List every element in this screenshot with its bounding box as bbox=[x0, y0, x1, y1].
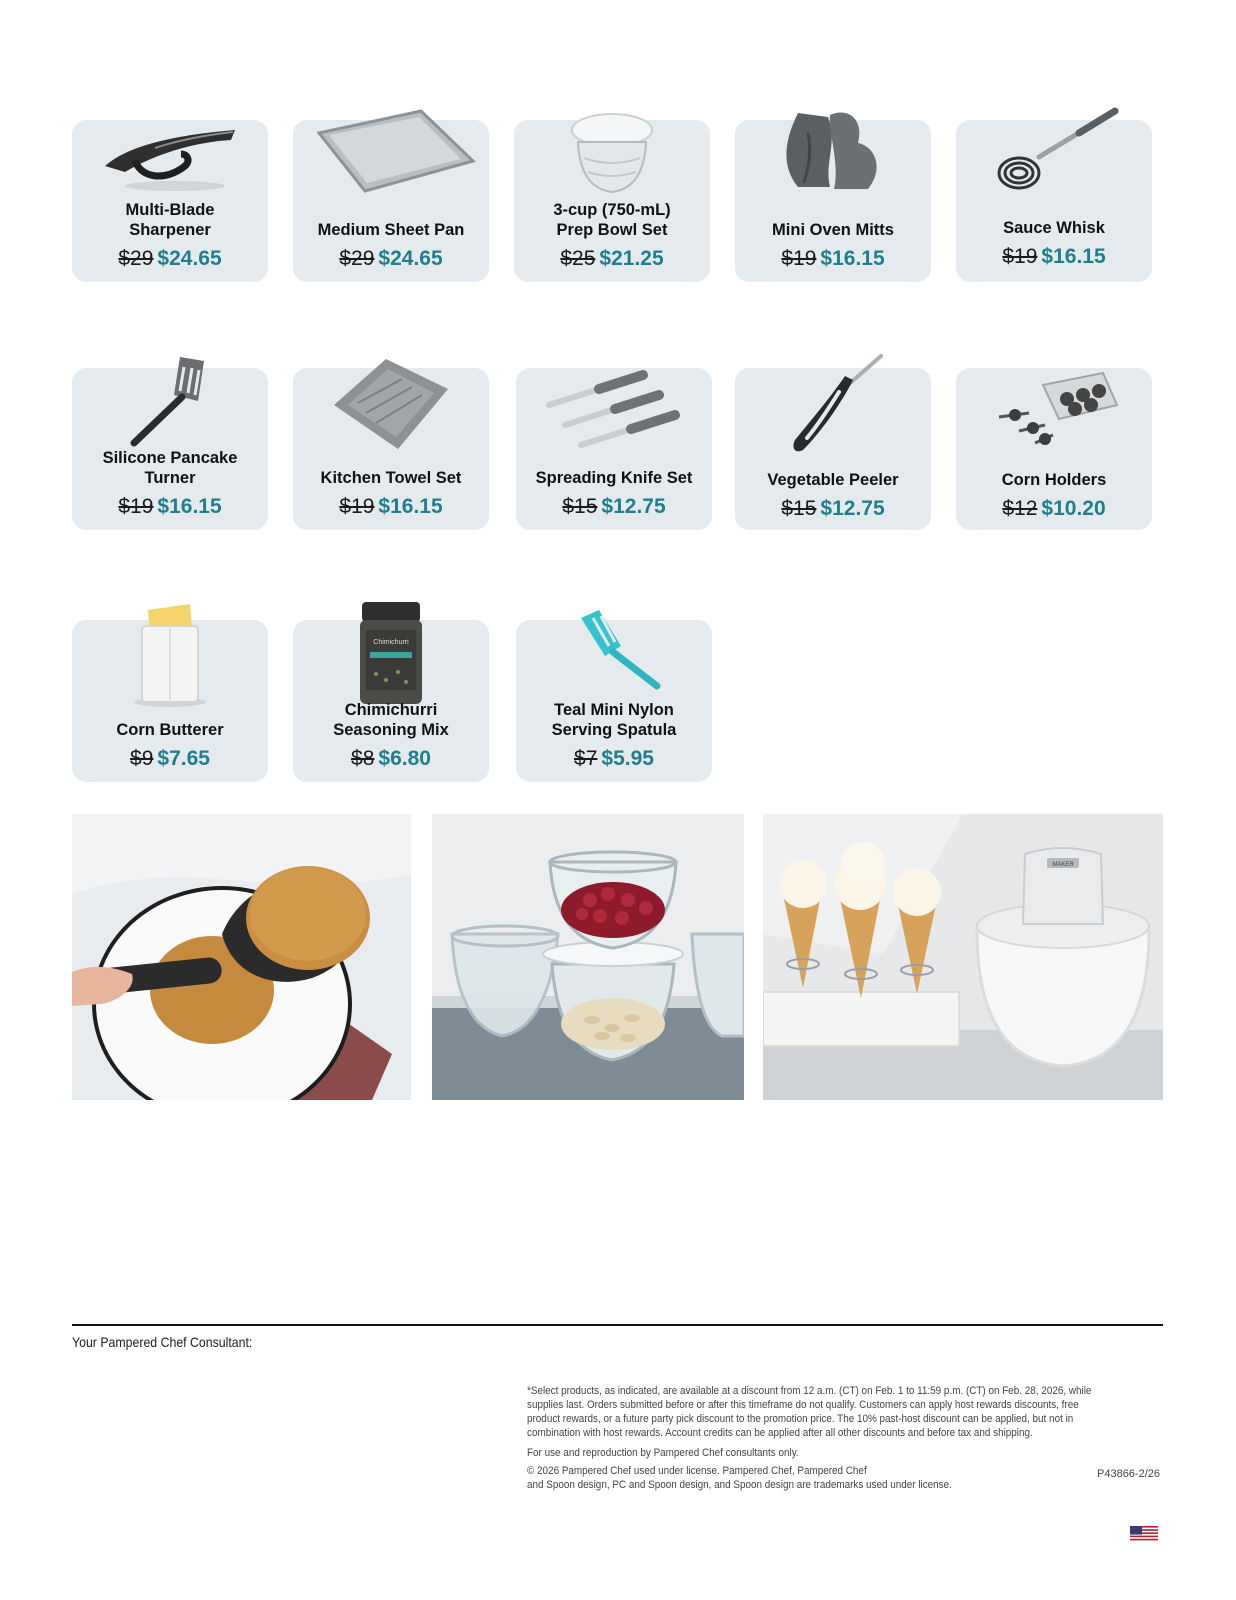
product-card-mini-oven-mitts bbox=[735, 120, 931, 282]
product-name: Sharpener bbox=[129, 221, 211, 239]
regular-price: $8 bbox=[351, 747, 375, 770]
footer-divider bbox=[72, 1324, 1163, 1326]
pancake-turner-icon bbox=[72, 346, 268, 456]
product-card-vegetable-peeler bbox=[735, 368, 931, 530]
oven-mitts-icon bbox=[735, 98, 931, 208]
product-card-chimichurri-seasoning-mix bbox=[293, 620, 489, 782]
product-name: Teal Mini Nylon bbox=[554, 701, 674, 719]
copyright-line: and Spoon design, PC and Spoon design, and Spoon design are trademarks used under license. bbox=[527, 1479, 952, 1491]
document-code: P43866-2/26 bbox=[1097, 1468, 1160, 1480]
usage-note: For use and reproduction by Pampered Chef consultants only. bbox=[527, 1447, 799, 1459]
disclaimer-line: combination with host rewards. Account credits can be applied after all other discounts and before tax and shipping. bbox=[527, 1427, 1033, 1439]
sale-price: $5.95 bbox=[601, 747, 654, 770]
sale-price: $12.75 bbox=[820, 497, 885, 520]
consultant-label: Your Pampered Chef Consultant: bbox=[72, 1334, 253, 1350]
product-card-corn-holders bbox=[956, 368, 1152, 530]
sale-price: $16.15 bbox=[378, 495, 443, 518]
product-card-prep-bowl-set bbox=[514, 120, 710, 282]
disclaimer bbox=[527, 1384, 1103, 1440]
regular-price: $25 bbox=[560, 247, 596, 270]
ice-cream-photo bbox=[763, 814, 1163, 1100]
copyright-line: © 2026 Pampered Chef used under license. Pampered Chef, Pampered Chef bbox=[527, 1465, 867, 1477]
regular-price: $7 bbox=[574, 747, 598, 770]
product-name: Turner bbox=[144, 469, 196, 487]
regular-price: $12 bbox=[1002, 497, 1038, 520]
product-card-medium-sheet-pan bbox=[293, 120, 489, 282]
corn-butterer-icon bbox=[72, 598, 268, 710]
sale-price: $21.25 bbox=[599, 247, 664, 270]
product-name: Multi-Blade bbox=[125, 201, 215, 219]
product-card-multi-blade-sharpener bbox=[72, 120, 268, 282]
prep-bowl-icon bbox=[514, 100, 710, 210]
product-card-spreading-knife-set bbox=[516, 368, 712, 530]
sharpener-icon bbox=[72, 98, 268, 208]
product-card-teal-mini-nylon-serving-spatula bbox=[516, 620, 712, 782]
seasoning-jar-icon bbox=[293, 600, 489, 706]
regular-price: $19 bbox=[1002, 245, 1038, 268]
product-name: Seasoning Mix bbox=[333, 721, 449, 739]
regular-price: $29 bbox=[118, 247, 154, 270]
knife-set-icon bbox=[516, 356, 712, 466]
maker-brand-label: MAKER bbox=[1052, 862, 1074, 868]
product-card-silicone-pancake-turner bbox=[72, 368, 268, 530]
us-flag-icon bbox=[1130, 1526, 1158, 1547]
product-name: Prep Bowl Set bbox=[556, 221, 668, 239]
copyright bbox=[527, 1464, 1103, 1492]
product-name: 3-cup (750-mL) bbox=[553, 201, 671, 219]
corn-holders-icon bbox=[956, 350, 1152, 460]
product-card-corn-butterer bbox=[72, 620, 268, 782]
regular-price: $15 bbox=[781, 497, 817, 520]
product-name: Corn Butterer bbox=[116, 721, 224, 739]
product-name: Kitchen Towel Set bbox=[320, 469, 462, 487]
product-name: Serving Spatula bbox=[551, 721, 677, 739]
sale-price: $12.75 bbox=[601, 495, 666, 518]
product-name: Sauce Whisk bbox=[1003, 219, 1105, 237]
teal-spatula-icon bbox=[516, 598, 712, 708]
regular-price: $29 bbox=[339, 247, 375, 270]
product-name: Spreading Knife Set bbox=[535, 469, 693, 487]
regular-price: $19 bbox=[118, 495, 154, 518]
product-name: Mini Oven Mitts bbox=[772, 221, 894, 239]
sale-price: $7.65 bbox=[157, 747, 210, 770]
sheet-pan-icon bbox=[293, 98, 489, 208]
regular-price: $15 bbox=[562, 495, 598, 518]
glass-bowls-photo bbox=[432, 814, 744, 1100]
sale-price: $16.15 bbox=[1041, 245, 1106, 268]
product-name: Silicone Pancake bbox=[102, 449, 238, 467]
towel-icon bbox=[293, 348, 489, 458]
product-name: Corn Holders bbox=[1001, 471, 1107, 489]
jar-label: Chimichurri bbox=[373, 639, 409, 646]
disclaimer-line: supplies last. Orders submitted before or after this timeframe do not qualify. Customers can apply host rewards discounts, free bbox=[527, 1399, 1079, 1411]
product-card-kitchen-towel-set bbox=[293, 368, 489, 530]
sale-price: $6.80 bbox=[378, 747, 431, 770]
sale-price: $10.20 bbox=[1041, 497, 1106, 520]
sale-price: $24.65 bbox=[378, 247, 443, 270]
disclaimer-line: *Select products, as indicated, are available at a discount from 12 a.m. (CT) on Feb. 1 to 11:59 p.m. (CT) on Feb. 28, 2026, while bbox=[527, 1385, 1092, 1397]
peeler-icon bbox=[735, 350, 931, 460]
regular-price: $9 bbox=[130, 747, 154, 770]
disclaimer-line: product rewards, or a future party pick discount to the promotion price. The 10% past-host discount can be applied, but not in bbox=[527, 1413, 1074, 1425]
regular-price: $19 bbox=[781, 247, 817, 270]
whisk-icon bbox=[956, 98, 1152, 208]
sale-price: $24.65 bbox=[157, 247, 222, 270]
product-name: Vegetable Peeler bbox=[767, 471, 899, 489]
product-card-sauce-whisk bbox=[956, 120, 1152, 282]
sale-price: $16.15 bbox=[820, 247, 885, 270]
product-name: Chimichurri bbox=[344, 701, 438, 719]
product-name: Medium Sheet Pan bbox=[317, 221, 465, 239]
regular-price: $19 bbox=[339, 495, 375, 518]
pancake-photo bbox=[72, 814, 411, 1100]
sale-price: $16.15 bbox=[157, 495, 222, 518]
